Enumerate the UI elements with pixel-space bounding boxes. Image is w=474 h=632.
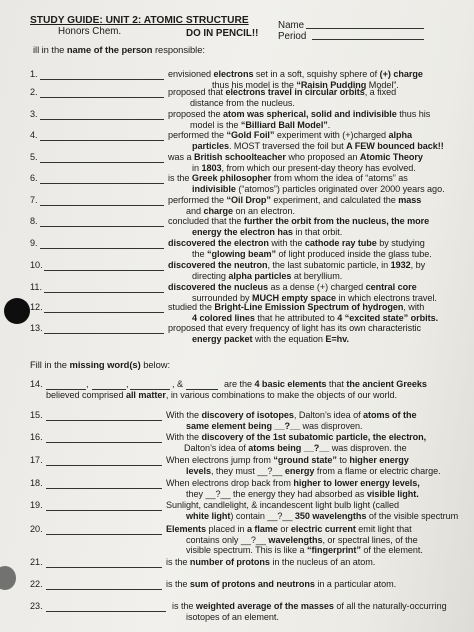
section1-instruction-suffix: responsible:	[152, 44, 205, 55]
text: who proposed an	[285, 152, 360, 162]
text: , in various combinations to make the objects of our world.	[165, 389, 397, 400]
bold-text: 4 “excited state” orbits.	[337, 312, 439, 323]
item-number: 6.	[30, 173, 38, 183]
item-text-line	[172, 601, 447, 612]
separator-text: ,	[126, 379, 129, 389]
bold-text: higher to lower energy levels,	[293, 478, 420, 488]
answer-blank[interactable]	[46, 479, 162, 489]
item-number: 1.	[30, 69, 38, 79]
text: When electrons drop back from	[166, 478, 294, 488]
bold-text: discovery of the 1st subatomic particle, the electron,	[201, 432, 427, 442]
bold-text: mass	[398, 195, 422, 205]
item-text-line	[192, 249, 432, 260]
item-text-line	[192, 313, 438, 324]
bold-text: electric current	[290, 524, 356, 534]
item-text-line	[166, 478, 420, 489]
text: as a dense (+) charged	[267, 282, 366, 292]
item-number: 10.	[30, 260, 43, 270]
answer-blank[interactable]	[44, 303, 164, 313]
bold-text: alpha particles	[228, 270, 292, 281]
bold-text: energy	[284, 465, 315, 476]
text: visible spectrum. This is like a	[186, 545, 307, 556]
answer-blank[interactable]	[46, 580, 162, 590]
answer-blank[interactable]	[40, 239, 164, 249]
text: With the	[166, 432, 202, 442]
text: to	[336, 455, 350, 465]
item-number: 21.	[30, 557, 43, 567]
answer-blank[interactable]	[40, 131, 164, 141]
bold-text: further the orbit from the nucleus, the more	[243, 216, 430, 226]
item-text-line	[184, 443, 407, 454]
item-number: 17.	[30, 455, 43, 465]
text: model is the	[190, 119, 241, 130]
separator-text: , &	[172, 379, 183, 389]
text: surrounded by	[192, 292, 252, 303]
answer-blank[interactable]	[44, 283, 164, 293]
item-text-line	[192, 163, 416, 174]
section1-instruction-prefix: ill in the	[33, 44, 67, 55]
bold-text: 350 wavelengths	[294, 510, 367, 521]
text: was disproven.	[300, 420, 363, 431]
text: from a flame or electric charge.	[314, 465, 441, 476]
item-number: 19.	[30, 500, 43, 510]
item-text-line	[168, 87, 396, 98]
text: is the	[172, 601, 196, 611]
item-text-line	[168, 152, 423, 163]
text: that he attributed to	[254, 312, 338, 323]
item-text-line	[166, 500, 399, 511]
item-number: 20.	[30, 524, 43, 534]
text: , with	[403, 302, 425, 312]
bold-text: electrons travel in circular orbits	[225, 87, 365, 97]
bold-text: levels	[186, 465, 211, 476]
bold-text: higher energy	[349, 455, 409, 465]
text: was a	[168, 152, 194, 162]
bold-text: “ground state”	[273, 455, 337, 465]
item-number: 7.	[30, 195, 38, 205]
item-number: 13.	[30, 323, 43, 333]
text: proposed that	[168, 87, 226, 97]
item-text-line	[168, 302, 424, 313]
answer-blank[interactable]	[130, 380, 170, 390]
section2-instruction-bold: missing word(s)	[69, 359, 141, 370]
bold-text: discovered the neutron	[168, 260, 268, 270]
answer-blank[interactable]	[44, 324, 164, 334]
item-text-line	[224, 379, 427, 390]
text: When electrons jump from	[166, 455, 274, 465]
item-text-line	[166, 579, 396, 590]
text: they __?__ the energy they had absorbed as	[186, 488, 367, 499]
bold-text: “Oil Drop”	[226, 195, 271, 205]
bold-text: 4 colored lines	[192, 312, 255, 323]
item-text-line	[192, 184, 445, 195]
bold-text: discovered the nucleus	[168, 282, 268, 292]
text: isotopes of an element.	[186, 611, 279, 622]
bold-text: Bright-Line Emission Spectrum of hydrogen	[214, 302, 404, 312]
bold-text: all matter	[125, 389, 166, 400]
item-number: 2.	[30, 87, 38, 97]
item-number: 12.	[30, 302, 43, 312]
item-number: 4.	[30, 130, 38, 140]
bold-text: number of protons	[189, 557, 270, 567]
section2-instruction-prefix: Fill in the	[30, 359, 70, 370]
item-text-line	[186, 206, 295, 217]
answer-blank[interactable]	[46, 456, 162, 466]
text: are the	[224, 379, 255, 389]
text: on an electron.	[233, 205, 295, 216]
item-text-line	[166, 432, 426, 443]
item-text-line	[166, 410, 417, 421]
bold-text: weighted average of the masses	[195, 601, 334, 611]
text: , the last subatomic particle, in	[267, 260, 391, 270]
bold-text: the ancient Greeks	[346, 379, 427, 389]
text: Sunlight, candlelight, & incandescent light bulb light (called	[166, 500, 399, 510]
section1-instruction	[33, 45, 205, 56]
answer-blank[interactable]	[46, 558, 162, 568]
item-text-line	[186, 535, 418, 546]
bold-text: Greek philosopher	[191, 173, 272, 183]
text: by studying	[376, 238, 425, 248]
item-text-line	[192, 141, 444, 152]
bold-text: central core	[365, 282, 417, 292]
text: performed the	[168, 130, 227, 140]
item-text-line	[190, 98, 295, 109]
item-text-line	[186, 421, 362, 432]
answer-blank[interactable]	[46, 379, 89, 390]
item-text-line	[168, 130, 412, 141]
item-text-line	[168, 282, 417, 293]
answer-blank[interactable]	[44, 261, 164, 271]
bold-text: energy the electron has	[192, 226, 293, 237]
section2-instruction-suffix: below:	[140, 359, 171, 370]
text: set in a soft, squishy sphere of	[253, 69, 380, 79]
text: .	[327, 119, 331, 130]
item-text-line	[192, 271, 342, 282]
item-text-line	[166, 557, 375, 568]
section2-instruction	[30, 360, 170, 371]
item-text-line	[186, 511, 458, 522]
answer-blank[interactable]	[46, 525, 162, 535]
item-text-line	[46, 390, 397, 401]
item-number: 9.	[30, 238, 38, 248]
bold-text: British schoolteacher	[193, 152, 286, 162]
text: in the nucleus of an atom.	[269, 557, 376, 567]
text: is the	[166, 579, 190, 589]
answer-blank[interactable]	[40, 174, 164, 184]
text: experiment, and calculated the	[270, 195, 399, 205]
text: is the	[166, 557, 190, 567]
text: , they must __?__	[210, 465, 285, 476]
bold-text: 1803	[201, 162, 222, 173]
text: of all the naturally-occurring	[333, 601, 447, 611]
answer-blank[interactable]	[46, 602, 166, 612]
bold-text: white light	[186, 510, 231, 521]
text: , by	[410, 260, 426, 270]
answer-blank[interactable]	[46, 433, 162, 443]
text: was disproven. the	[329, 442, 407, 453]
answer-blank[interactable]	[40, 153, 164, 163]
item-number: 14.	[30, 379, 43, 389]
item-number: 22.	[30, 579, 43, 589]
item-text-line	[192, 334, 349, 345]
bold-text: atom was spherical, solid and indivisible	[222, 109, 397, 119]
answer-blank[interactable]	[46, 501, 162, 511]
text: proposed the	[168, 109, 223, 119]
bold-text: “Raisin Pudding	[296, 79, 367, 90]
text: studied the	[168, 302, 215, 312]
item-number: 8.	[30, 216, 38, 226]
text: in a particular atom.	[314, 579, 397, 589]
item-number: 3.	[30, 109, 38, 119]
text: , Dalton’s idea of	[293, 410, 364, 420]
text: in	[192, 162, 202, 173]
bold-text: cathode ray tube	[304, 238, 377, 248]
item-number: 11.	[30, 282, 42, 292]
bold-text: particles	[192, 140, 229, 151]
text: , a fixed	[364, 87, 397, 97]
bold-text: visible light.	[366, 488, 419, 499]
text: directing	[192, 270, 229, 281]
item-text-line	[168, 260, 425, 271]
pencil-instruction: DO IN PENCIL!!	[186, 28, 259, 39]
text: with the	[268, 238, 305, 248]
binder-hole-icon	[0, 566, 16, 590]
answer-blank[interactable]	[40, 110, 164, 120]
text: of the visible spectrum	[366, 510, 459, 521]
text: placed in	[206, 524, 247, 534]
item-number: 23.	[30, 601, 43, 611]
item-number: 16.	[30, 432, 43, 442]
text: , from which our present-day theory has evolved.	[221, 162, 416, 173]
text: or	[277, 524, 291, 534]
binder-hole-icon	[4, 298, 30, 324]
text: thus his model is the	[212, 79, 297, 90]
bold-text: “glowing beam”	[206, 248, 276, 259]
bold-text: Atomic Theory	[359, 152, 423, 162]
bold-text: atoms being __?__	[248, 442, 330, 453]
bold-text: A FEW bounced back!!	[346, 140, 444, 151]
bold-text: (+) charge	[379, 69, 423, 79]
bold-text: discovery of isotopes	[201, 410, 294, 420]
text: . MOST traversed the foil but	[228, 140, 347, 151]
item-text-line	[168, 238, 425, 249]
text: contains only __?__	[186, 534, 269, 545]
answer-blank[interactable]	[92, 379, 129, 390]
text: in which electrons travel.	[336, 292, 437, 303]
item-number: 18.	[30, 478, 43, 488]
text: , or spectral lines, of the	[322, 534, 418, 545]
bold-text: energy packet	[192, 333, 253, 344]
text: in that orbit.	[292, 226, 343, 237]
separator-text: ,	[86, 379, 89, 389]
text: is the	[168, 173, 192, 183]
item-number: 15.	[30, 410, 43, 420]
text: emit light that	[355, 524, 412, 534]
bold-text: “Gold Foil”	[226, 130, 275, 140]
text: of the element.	[360, 545, 423, 556]
text: Model”.	[366, 79, 399, 90]
page-title: STUDY GUIDE: UNIT 2: ATOMIC STRUCTURE	[30, 15, 249, 26]
bold-text: alpha	[388, 130, 413, 140]
item-text-line	[186, 489, 419, 500]
bold-text: a flame	[246, 524, 278, 534]
item-text-line	[190, 120, 330, 131]
bold-text: “fingerprint”	[307, 545, 361, 556]
text: performed the	[168, 195, 227, 205]
name-label: Name	[278, 20, 305, 31]
answer-blank[interactable]	[40, 196, 164, 206]
text: at beryllium.	[291, 270, 343, 281]
bold-text: discovered the electron	[168, 238, 269, 248]
item-text-line	[166, 524, 412, 535]
text: from whom the idea of “atoms” as	[271, 173, 408, 183]
bold-text: E=hv.	[325, 333, 349, 344]
text: with the equation	[252, 333, 326, 344]
period-field[interactable]	[312, 30, 424, 40]
text: Dalton’s idea of	[184, 442, 249, 453]
item-number: 5.	[30, 152, 38, 162]
bold-text: “Billiard Ball Model”	[240, 119, 328, 130]
name-field[interactable]	[306, 19, 424, 29]
text: concluded that the	[168, 216, 244, 226]
answer-blank[interactable]	[46, 411, 162, 421]
text: experiment with (+)charged	[274, 130, 389, 140]
item-text-line	[168, 195, 421, 206]
item-text-line	[168, 216, 429, 227]
answer-blank[interactable]	[40, 217, 164, 227]
period-label: Period	[278, 31, 307, 42]
bold-text: sum of protons and neutrons	[189, 579, 315, 589]
bold-text: Elements	[166, 524, 207, 534]
text: (“atomos”) particles originated over 2000 years ago.	[235, 183, 445, 194]
text: ) contain __?__	[230, 510, 295, 521]
bold-text: MUCH empty space	[251, 292, 337, 303]
bold-text: charge	[203, 205, 234, 216]
text: envisioned	[168, 69, 214, 79]
item-text-line	[186, 466, 441, 477]
item-text-line	[168, 323, 421, 334]
text: that	[326, 379, 347, 389]
course-label: Honors Chem.	[58, 26, 122, 37]
text: distance from the nucleus.	[190, 97, 295, 108]
section1-instruction-bold: name of the person	[66, 44, 153, 55]
item-text-line	[192, 227, 342, 238]
item-text-line	[186, 545, 423, 556]
item-text-line	[168, 69, 423, 80]
item-text-line	[168, 109, 430, 120]
bold-text: 4 basic elements	[254, 379, 327, 389]
item-text-line	[166, 455, 409, 466]
text: and	[186, 205, 204, 216]
text: of light produced inside the glass tube.	[276, 248, 432, 259]
text: believed comprised	[46, 389, 126, 400]
text: thus his	[396, 109, 431, 119]
answer-blank[interactable]	[186, 380, 218, 390]
text: proposed that every frequency of light has its own characteristic	[168, 323, 422, 333]
bold-text: atoms of the	[363, 410, 417, 420]
item-text-line	[168, 173, 408, 184]
bold-text: 1932	[390, 260, 411, 270]
text: With the	[166, 410, 202, 420]
item-text-line	[186, 612, 279, 623]
bold-text: same element being __?__	[186, 420, 301, 431]
bold-text: electrons	[213, 69, 254, 79]
answer-blank[interactable]	[40, 88, 164, 98]
bold-text: wavelengths	[268, 534, 323, 545]
text: the	[192, 248, 207, 259]
bold-text: indivisible	[192, 183, 236, 194]
answer-blank[interactable]	[40, 70, 164, 80]
